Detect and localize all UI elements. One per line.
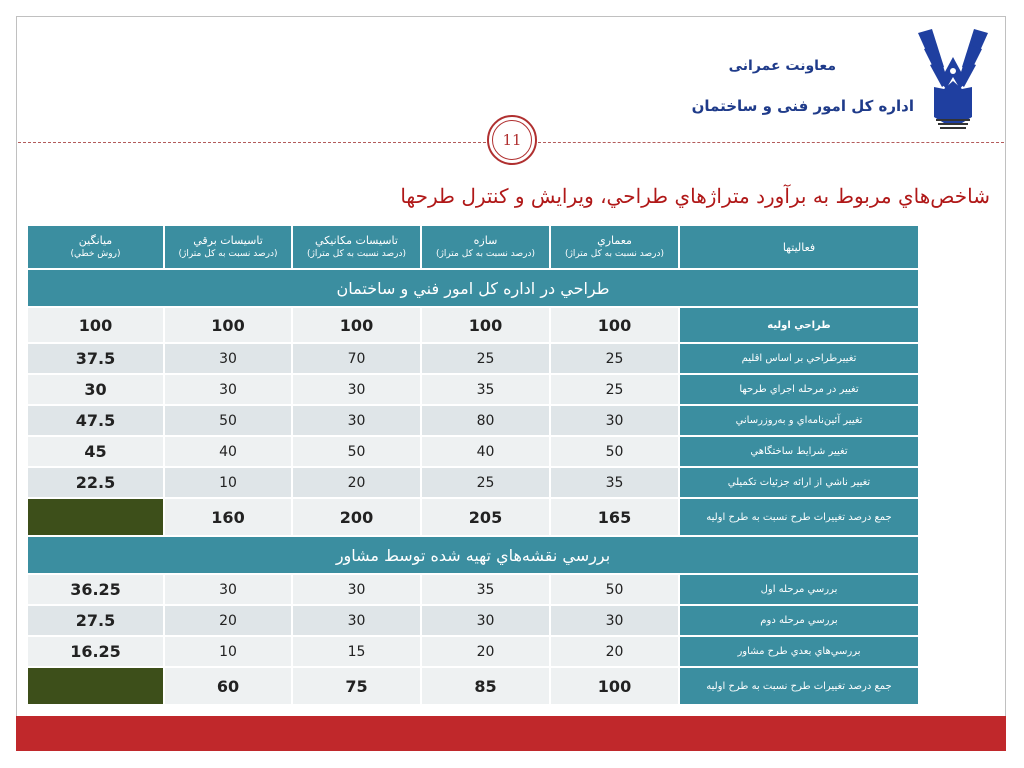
- cell-structure: 85: [421, 667, 550, 705]
- section-header-row: [27, 269, 919, 307]
- org-line-1: معاونت عمرانی: [728, 58, 836, 74]
- cell-activity: بررسي مرحله دوم: [679, 605, 919, 636]
- cell-architecture: 20: [550, 636, 679, 667]
- table-row: [27, 405, 919, 436]
- table-row: [27, 374, 919, 405]
- cell-structure: 25: [421, 467, 550, 498]
- cell-architecture: 50: [550, 574, 679, 605]
- section-title: طراحي در اداره كل امور فني و ساختمان: [27, 269, 919, 307]
- cell-architecture: 30: [550, 605, 679, 636]
- cell-electrical: 10: [164, 467, 292, 498]
- cell-structure: 80: [421, 405, 550, 436]
- cell-electrical: 60: [164, 667, 292, 705]
- table-row: [27, 467, 919, 498]
- table-row: [27, 343, 919, 374]
- cell-structure: 205: [421, 498, 550, 536]
- cell-activity: تغيير در مرحله اجراي طرحها: [679, 374, 919, 405]
- cell-mechanical: 200: [292, 498, 421, 536]
- cell-structure: 100: [421, 307, 550, 343]
- slide-number: 11: [492, 120, 532, 160]
- table-row: [27, 574, 919, 605]
- cell-activity: تغيير شرايط ساختگاهي: [679, 436, 919, 467]
- table-row: [27, 307, 919, 343]
- indicators-table: [26, 224, 920, 706]
- cell-electrical: 20: [164, 605, 292, 636]
- cell-structure: 40: [421, 436, 550, 467]
- cell-activity: طراحي اوليه: [679, 307, 919, 343]
- cell-activity: بررسي مرحله اول: [679, 574, 919, 605]
- slide-title: شاخص‌هاي مربوط به برآورد متراژهاي طراحي، ويرايش و كنترل طرحها: [400, 184, 990, 208]
- cell-mechanical: 70: [292, 343, 421, 374]
- cell-mechanical: 30: [292, 405, 421, 436]
- cell-average: 22.5: [27, 467, 164, 498]
- divider-left: [18, 142, 486, 143]
- university-emblem-icon: [914, 27, 992, 133]
- cell-electrical: 30: [164, 574, 292, 605]
- col-header-structure: سازه (درصد نسبت به كل متراژ): [421, 225, 550, 269]
- divider-right: [538, 142, 1004, 143]
- cell-mechanical: 30: [292, 374, 421, 405]
- col-header-architecture: معماري (درصد نسبت به كل متراژ): [550, 225, 679, 269]
- cell-average: 47.5: [27, 405, 164, 436]
- cell-structure: 35: [421, 374, 550, 405]
- table-row: [27, 636, 919, 667]
- table-row: [27, 605, 919, 636]
- cell-mechanical: 20: [292, 467, 421, 498]
- cell-electrical: 100: [164, 307, 292, 343]
- cell-activity: بررسي‌هاي بعدي طرح مشاور: [679, 636, 919, 667]
- cell-activity: تغيير ناشي از ارائه جزئيات تكميلي: [679, 467, 919, 498]
- empty-average-cell: [27, 667, 164, 705]
- cell-electrical: 30: [164, 343, 292, 374]
- cell-electrical: 10: [164, 636, 292, 667]
- cell-electrical: 30: [164, 374, 292, 405]
- cell-mechanical: 50: [292, 436, 421, 467]
- cell-average: 37.5: [27, 343, 164, 374]
- org-line-2: اداره کل امور فنی و ساختمان: [691, 97, 914, 115]
- total-row: [27, 667, 919, 705]
- cell-architecture: 100: [550, 667, 679, 705]
- cell-architecture: 165: [550, 498, 679, 536]
- cell-activity: جمع درصد تغييرات طرح نسبت به طرح اوليه: [679, 667, 919, 705]
- footer-bar: [16, 716, 1006, 751]
- cell-electrical: 40: [164, 436, 292, 467]
- cell-architecture: 25: [550, 343, 679, 374]
- cell-mechanical: 30: [292, 605, 421, 636]
- col-header-activities: فعاليتها: [679, 225, 919, 269]
- cell-architecture: 30: [550, 405, 679, 436]
- cell-architecture: 100: [550, 307, 679, 343]
- cell-average: 27.5: [27, 605, 164, 636]
- cell-average: 16.25: [27, 636, 164, 667]
- col-header-mechanical: تاسيسات مكانيكي (درصد نسبت به كل متراژ): [292, 225, 421, 269]
- cell-architecture: 35: [550, 467, 679, 498]
- cell-structure: 30: [421, 605, 550, 636]
- cell-electrical: 50: [164, 405, 292, 436]
- section-header-row: [27, 536, 919, 574]
- cell-mechanical: 30: [292, 574, 421, 605]
- cell-structure: 35: [421, 574, 550, 605]
- table-header-row: [27, 225, 919, 269]
- col-header-electrical: تاسيسات برقي (درصد نسبت به كل متراژ): [164, 225, 292, 269]
- total-row: [27, 498, 919, 536]
- cell-activity: تغييرطراحي بر اساس اقليم: [679, 343, 919, 374]
- slide-number-badge: [487, 115, 537, 165]
- col-header-average: ميانگين (روش خطي): [27, 225, 164, 269]
- cell-mechanical: 75: [292, 667, 421, 705]
- cell-activity: تغيير آئين‌نامه‌اي و به‌روزرساني: [679, 405, 919, 436]
- cell-average: 36.25: [27, 574, 164, 605]
- table-row: [27, 436, 919, 467]
- cell-average: 100: [27, 307, 164, 343]
- cell-architecture: 25: [550, 374, 679, 405]
- cell-average: 30: [27, 374, 164, 405]
- cell-mechanical: 100: [292, 307, 421, 343]
- cell-electrical: 160: [164, 498, 292, 536]
- cell-structure: 20: [421, 636, 550, 667]
- cell-mechanical: 15: [292, 636, 421, 667]
- section-title: بررسي نقشه‌هاي تهيه شده توسط مشاور: [27, 536, 919, 574]
- cell-average: 45: [27, 436, 164, 467]
- cell-activity: جمع درصد تغييرات طرح نسبت به طرح اوليه: [679, 498, 919, 536]
- cell-structure: 25: [421, 343, 550, 374]
- empty-average-cell: [27, 498, 164, 536]
- cell-architecture: 50: [550, 436, 679, 467]
